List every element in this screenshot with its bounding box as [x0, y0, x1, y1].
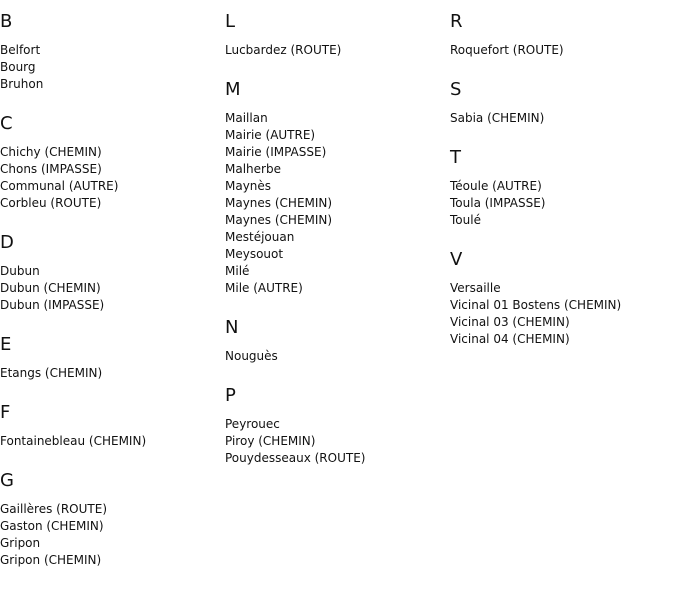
street-item: Mestéjouan: [225, 230, 295, 244]
letter-section: [225, 0, 450, 59]
street-list: [450, 178, 675, 229]
letter-section: [0, 382, 225, 450]
street-item: Maynès: [225, 179, 272, 193]
street-list: [0, 42, 225, 93]
street-item: Communal (AUTRE): [0, 179, 119, 193]
letter-section: [225, 365, 450, 467]
section-letter: L: [225, 11, 236, 32]
section-letter: N: [225, 317, 239, 338]
street-item: Chichy (CHEMIN): [0, 145, 102, 159]
street-item: Vicinal 03 (CHEMIN): [450, 315, 570, 329]
section-letter: T: [450, 147, 461, 168]
street-item: Sabia (CHEMIN): [450, 111, 545, 125]
street-list: [225, 110, 450, 297]
street-list: [225, 416, 450, 467]
street-list: [450, 42, 675, 59]
letter-section: [0, 450, 225, 569]
street-item: Meysouot: [225, 247, 284, 261]
street-item: Corbleu (ROUTE): [0, 196, 102, 210]
street-list: [0, 433, 225, 450]
street-list: [225, 348, 450, 365]
street-item: Nouguès: [225, 349, 278, 363]
street-item: Gaillères (ROUTE): [0, 502, 107, 516]
section-letter: S: [450, 79, 462, 100]
street-item: Pouydesseaux (ROUTE): [225, 451, 366, 465]
street-list: [0, 501, 225, 569]
street-item: Versaille: [450, 281, 501, 295]
street-item: Toula (IMPASSE): [450, 196, 546, 210]
section-letter: V: [450, 249, 463, 270]
street-item: Gaston (CHEMIN): [0, 519, 104, 533]
street-item: Téoule (AUTRE): [450, 179, 542, 193]
letter-section: [450, 127, 675, 229]
letter-section: [450, 59, 675, 127]
column-2: [225, 0, 450, 467]
letter-section: [0, 0, 225, 93]
street-item: Bourg: [0, 60, 36, 74]
street-item: Belfort: [0, 43, 41, 57]
street-item: Dubun (CHEMIN): [0, 281, 101, 295]
section-letter: M: [225, 79, 241, 100]
street-item: Mile (AUTRE): [225, 281, 303, 295]
street-item: Mairie (AUTRE): [225, 128, 316, 142]
section-letter: P: [225, 385, 236, 406]
street-item: Malherbe: [225, 162, 281, 176]
street-list: [225, 42, 450, 59]
letter-section: [225, 297, 450, 365]
section-letter: C: [0, 113, 13, 134]
street-item: Maynes (CHEMIN): [225, 196, 333, 210]
street-item: Piroy (CHEMIN): [225, 434, 316, 448]
street-list: [0, 365, 225, 382]
letter-section: [225, 59, 450, 297]
letter-section: [0, 212, 225, 314]
street-list: [0, 263, 225, 314]
section-letter: B: [0, 11, 13, 32]
street-item: Dubun (IMPASSE): [0, 298, 105, 312]
street-item: Roquefort (ROUTE): [450, 43, 564, 57]
street-list: [450, 110, 675, 127]
street-item: Milé: [225, 264, 250, 278]
section-letter: D: [0, 232, 14, 253]
street-item: Peyrouec: [225, 417, 280, 431]
street-list: [0, 144, 225, 212]
street-item: Maillan: [225, 111, 268, 125]
street-item: Vicinal 01 Bostens (CHEMIN): [450, 298, 622, 312]
column-3: [450, 0, 675, 348]
street-item: Maynes (CHEMIN): [225, 213, 333, 227]
street-item: Etangs (CHEMIN): [0, 366, 103, 380]
street-item: Bruhon: [0, 77, 44, 91]
section-letter: E: [0, 334, 12, 355]
section-letter: F: [0, 402, 11, 423]
letter-section: [450, 229, 675, 348]
street-item: Lucbardez (ROUTE): [225, 43, 342, 57]
street-item: Fontainebleau (CHEMIN): [0, 434, 147, 448]
street-item: Chons (IMPASSE): [0, 162, 102, 176]
street-item: Vicinal 04 (CHEMIN): [450, 332, 570, 346]
section-letter: G: [0, 470, 14, 491]
street-item: Mairie (IMPASSE): [225, 145, 327, 159]
letter-section: [0, 93, 225, 212]
section-letter: R: [450, 11, 463, 32]
street-item: Dubun: [0, 264, 40, 278]
street-list: [450, 280, 675, 348]
column-1: [0, 0, 225, 569]
street-item: Toulé: [450, 213, 481, 227]
street-item: Gripon: [0, 536, 41, 550]
letter-section: [450, 0, 675, 59]
street-item: Gripon (CHEMIN): [0, 553, 102, 567]
letter-section: [0, 314, 225, 382]
